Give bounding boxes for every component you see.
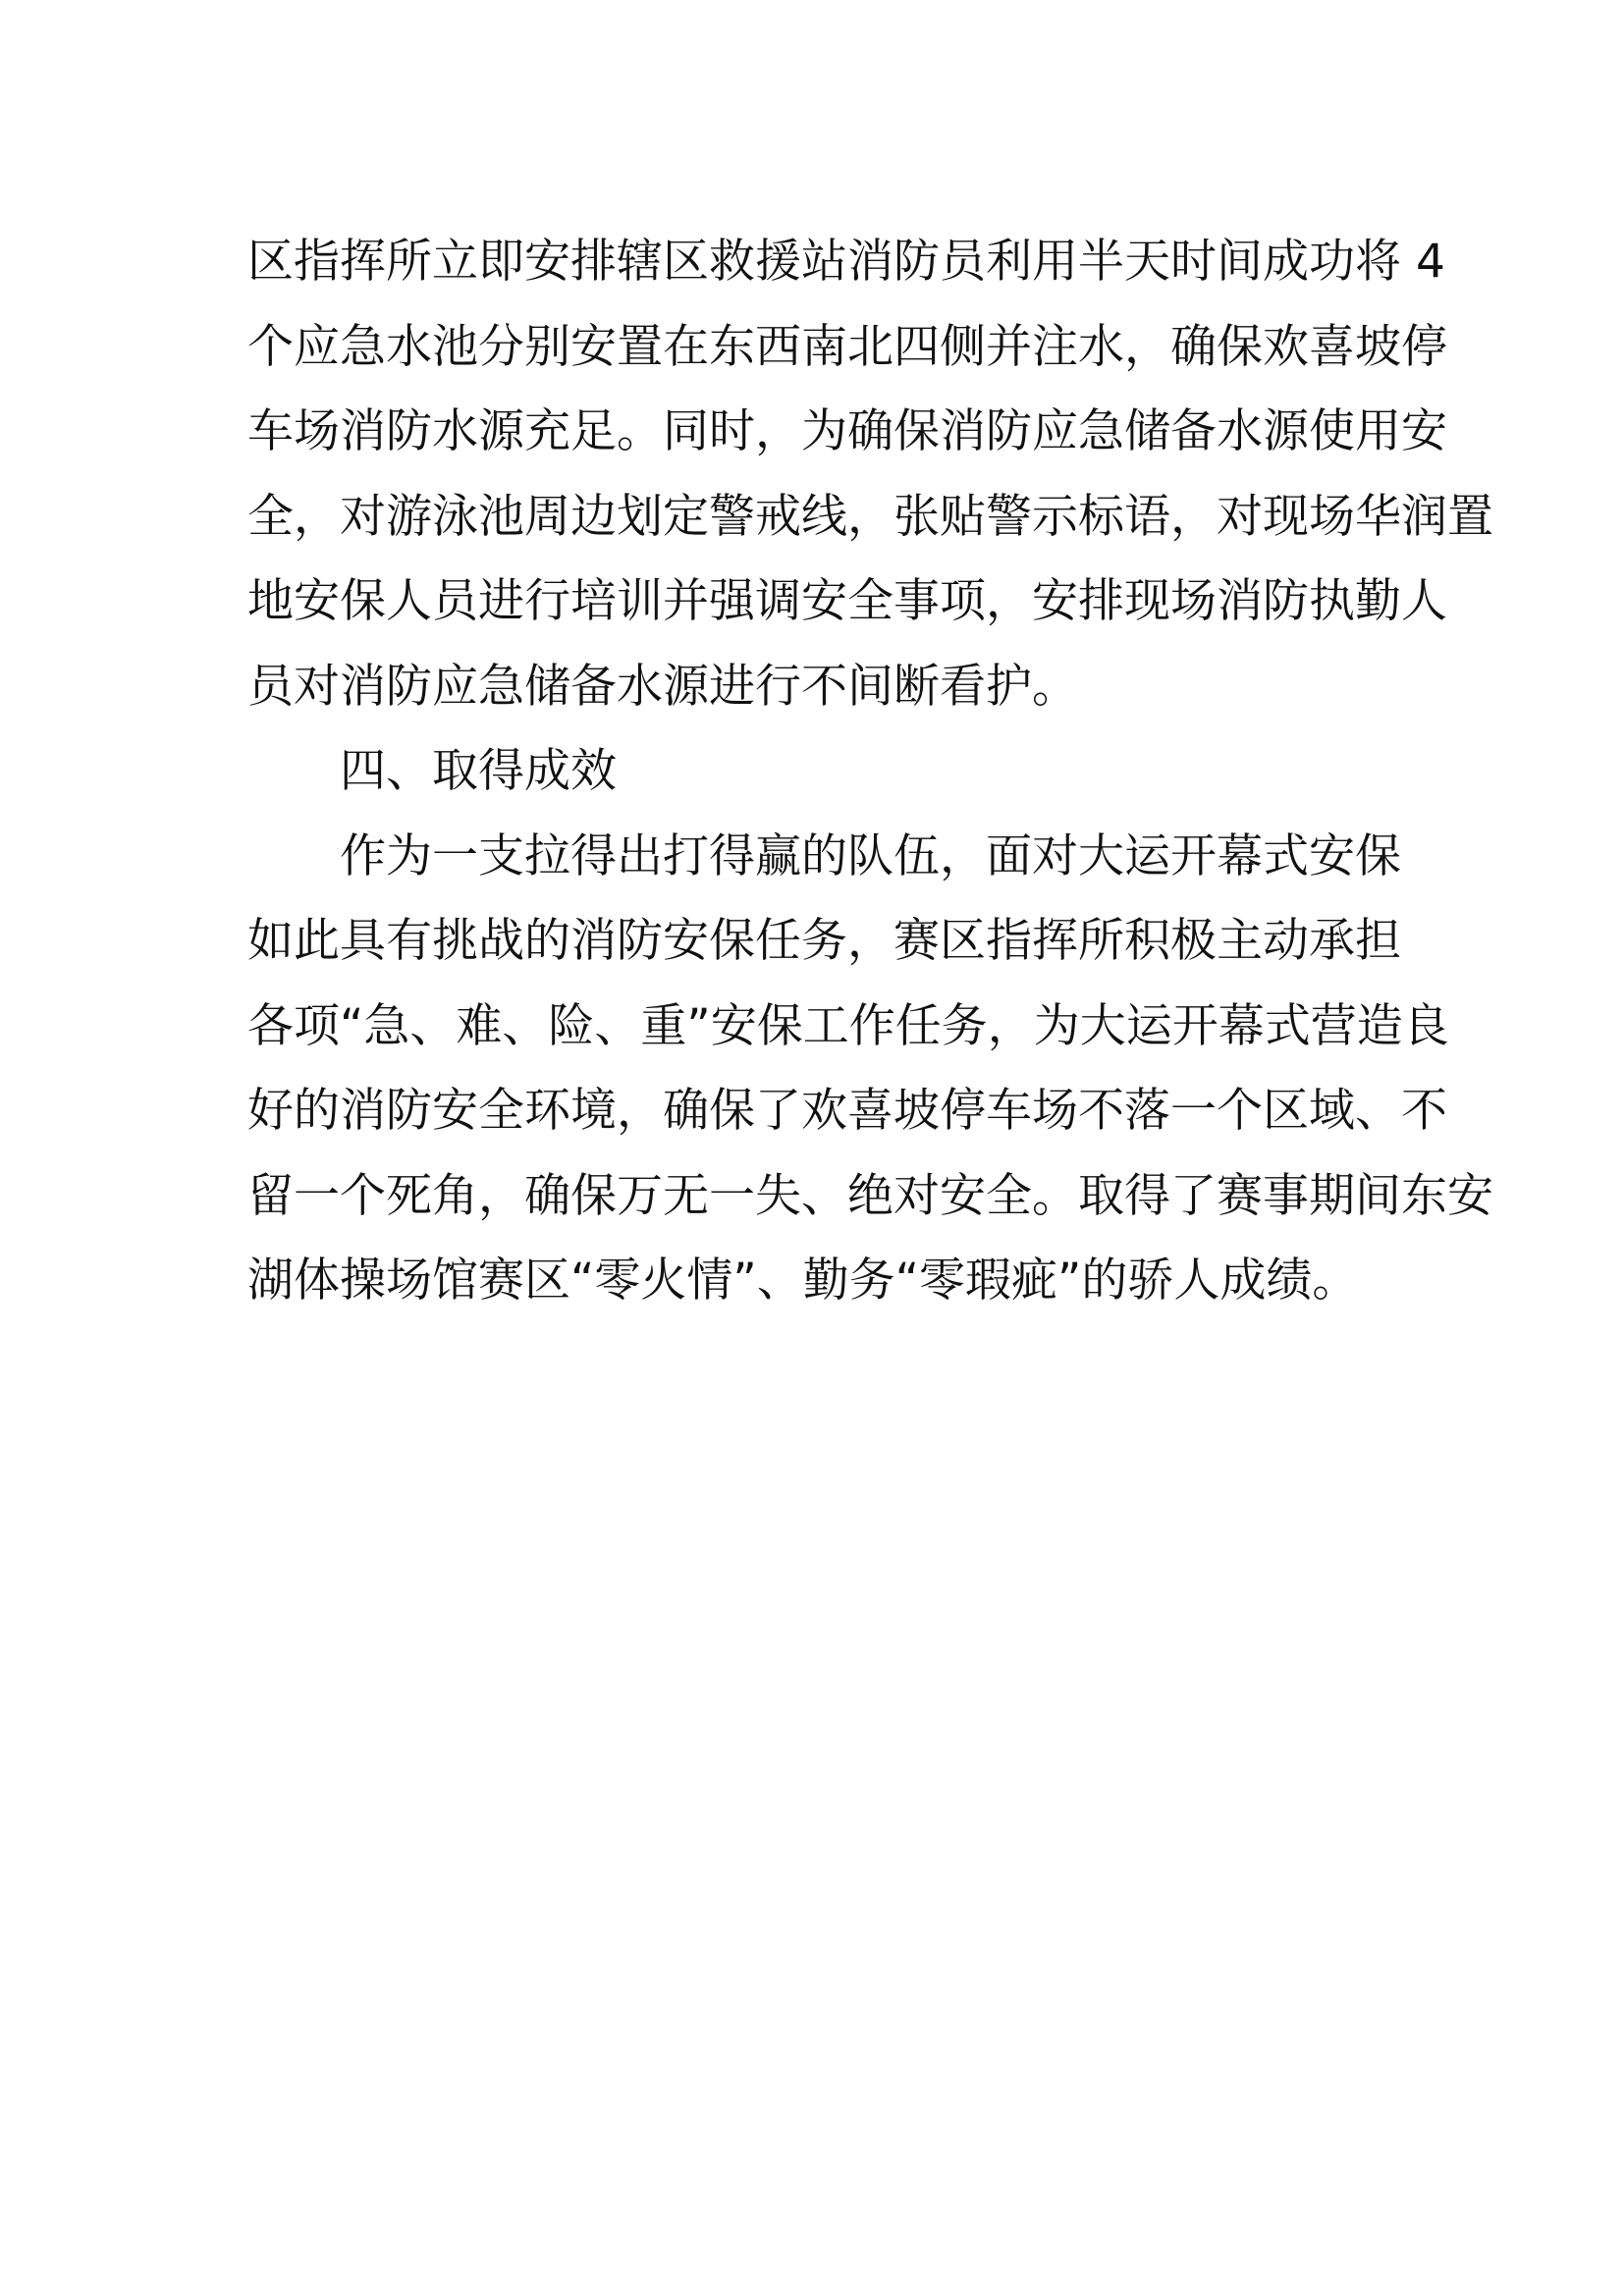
paragraph-line: 各项“急、难、险、重”安保工作任务，为大运开幕式营造良 [247, 998, 1449, 1053]
paragraph-line: 留一个死角，确保万无一失、绝对安全。取得了赛事期间东安 [247, 1168, 1493, 1223]
paragraph-line: 个应急水池分别安置在东西南北四侧并注水，确保欢喜坡停 [247, 319, 1447, 374]
paragraph-line: 区指挥所立即安排辖区救援站消防员利用半天时间成功将 4 [247, 235, 1445, 289]
paragraph-line: 车场消防水源充足。同时，为确保消防应急储备水源使用安 [247, 404, 1447, 458]
section-heading: 四、取得成效 [340, 744, 617, 798]
paragraph-line: 全，对游泳池周边划定警戒线，张贴警示标语，对现场华润置 [247, 489, 1493, 544]
document-body [247, 220, 1493, 1324]
paragraph-line: 员对消防应急储备水源进行不间断看护。 [247, 659, 1078, 714]
paragraph-line: 地安保人员进行培训并强调安全事项，安排现场消防执勤人 [247, 574, 1447, 628]
paragraph-line: 如此具有挑战的消防安保任务，赛区指挥所积极主动承担 [247, 914, 1401, 968]
paragraph-line: 湖体操场馆赛区“零火情”、勤务“零瑕疵”的骄人成绩。 [247, 1254, 1359, 1308]
paragraph-line: 好的消防安全环境，确保了欢喜坡停车场不落一个区域、不 [247, 1084, 1447, 1138]
paragraph-line: 作为一支拉得出打得赢的队伍，面对大运开幕式安保 [340, 828, 1401, 883]
